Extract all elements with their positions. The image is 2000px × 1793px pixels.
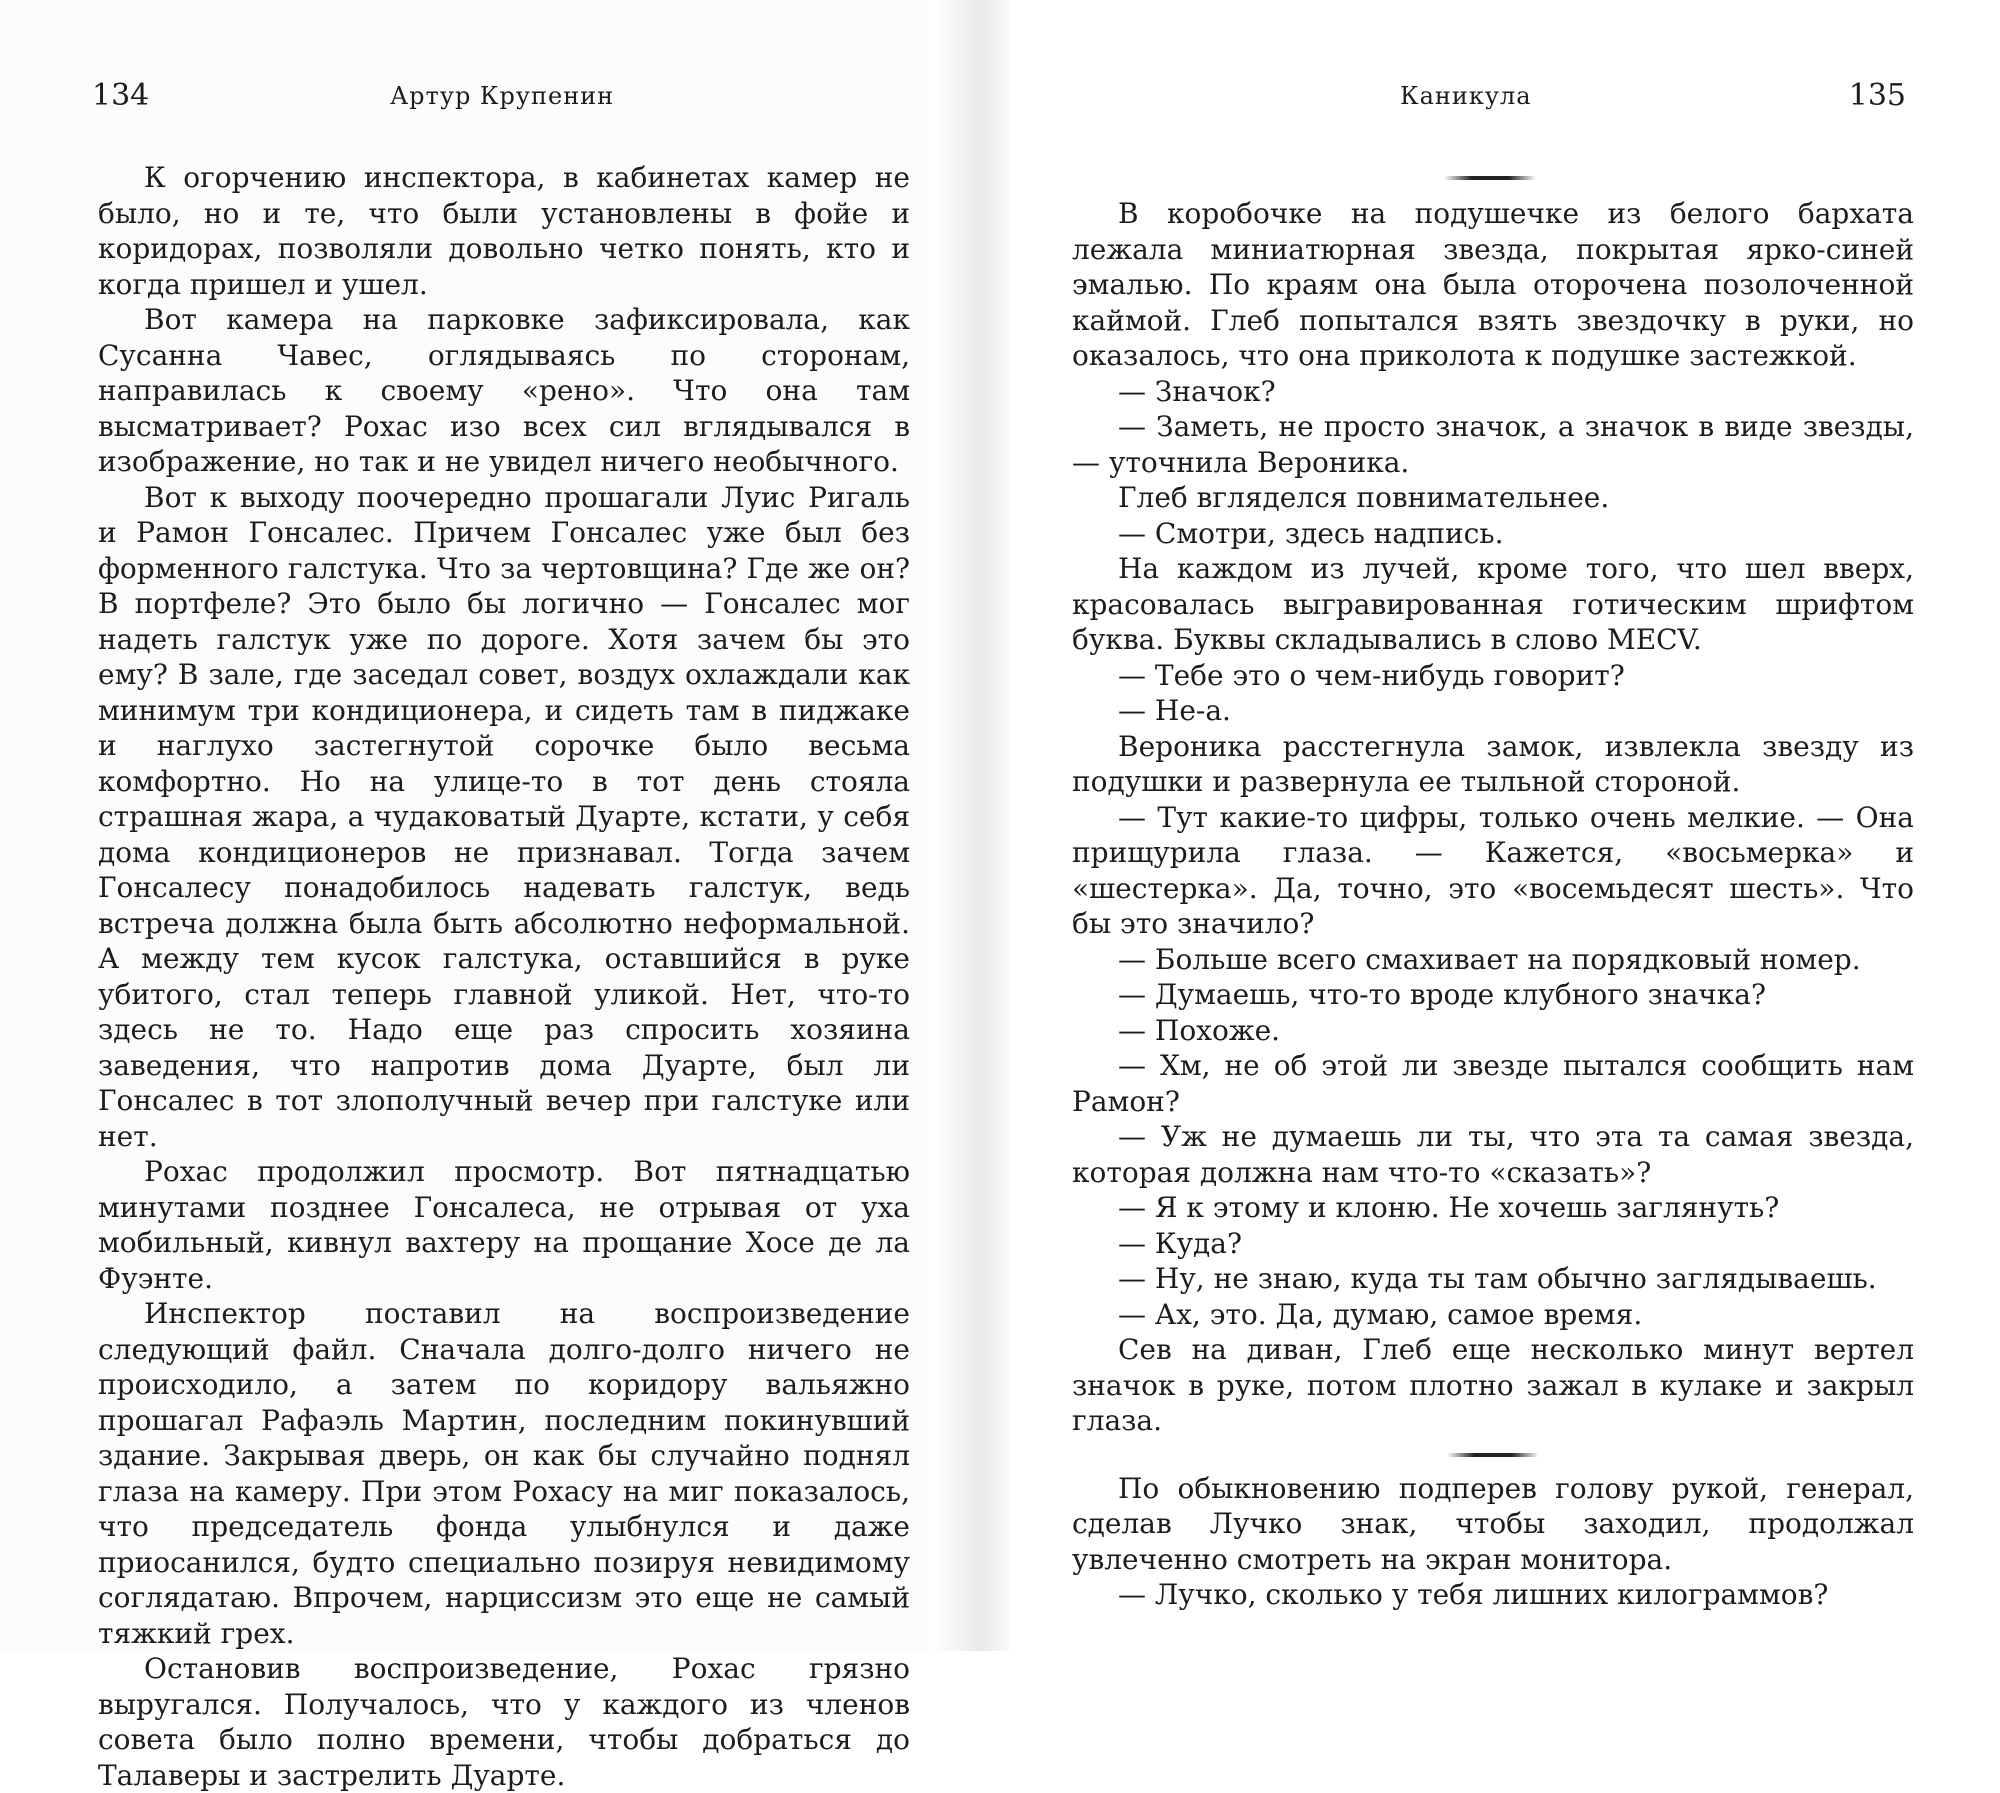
dialogue-line: — Не-а. — [1118, 694, 1231, 727]
dialogue-line: — Больше всего смахивает на порядковый номер. — [1118, 942, 1861, 976]
dialogue-line: — Уж не думаешь ли ты, что эта та самая звезда, которая должна нам что-то «сказать»? — [1072, 1120, 1914, 1189]
dialogue-line: — Тут какие-то цифры, только очень мелкие. — Она прищурила глаза. — Кажется, «восьмерка» и «шестерка». Да, точно, это «восемьдесят шесть». Что бы это значило? — [1072, 800, 1914, 940]
paragraph: Рохас продолжил просмотр. Вот пятнадцатью минутами позднее Гонсалеса, не отрывая от уха мобильный, кивнул вахтеру на прощание Хосе де ла Фуэнте. — [98, 1155, 910, 1295]
running-head-title: Каникула — [1400, 82, 1532, 110]
right-page — [1010, 0, 2000, 1651]
page-number-right: 135 — [1848, 78, 1906, 113]
dialogue-line: — Значок? — [1118, 374, 1276, 408]
dialogue-line: — Ах, это. Да, думаю, самое время. — [1118, 1297, 1643, 1331]
paragraph: Инспектор поставил на воспроизведение следующий файл. Сначала долго-долго ничего не происходило, а затем по коридору вальяжно прошагал Рафаэль Мартин, последним покинувший здание. Закрывая дверь, он как бы случайно поднял глаза на камеру. При этом Рохасу на миг показалось, что председатель фонда улыбнулся и даже приосанился, будто специально позируя невидимому соглядатаю. Впрочем, нарциссизм это еще не самый тяжкий грех. — [98, 1297, 910, 1650]
paragraph: По обыкновению подперев голову рукой, генерал, сделав Лучко знак, чтобы заходил, продолжал увлеченно смотреть на экран монитора. — [1072, 1471, 1914, 1576]
dialogue-line: — Смотри, здесь надпись. — [1118, 516, 1504, 550]
left-page — [0, 0, 958, 1792]
running-head-author: Артур Крупенин — [390, 82, 615, 110]
dialogue-line: — Похоже. — [1118, 1013, 1281, 1047]
right-page-text — [1072, 196, 1914, 1613]
dialogue-line: — Хм, не об этой ли звезде пытался сообщить нам Рамон? — [1072, 1049, 1914, 1118]
paragraph: К огорчению инспектора, в кабинетах камер не было, но и те, что были установлены в фойе и коридорах, позволяли довольно четко понять, кто и когда пришел и ушел. — [98, 161, 910, 301]
dialogue-line: — Я к этому и клоню. Не хочешь заглянуть? — [1118, 1191, 1780, 1224]
section-break-ornament — [1447, 1453, 1539, 1457]
page-number-left: 134 — [92, 78, 150, 113]
dialogue-line: — Лучко, сколько у тебя лишних килограммов? — [1118, 1578, 1829, 1611]
dialogue-line: — Думаешь, что-то вроде клубного значка? — [1118, 978, 1766, 1011]
paragraph: Остановив воспроизведение, Рохас грязно выругался. Получалось, что у каждого из членов совета было полно времени, чтобы добраться до Талаверы и застрелить Дуарте. — [98, 1652, 910, 1792]
section-break-ornament — [1444, 176, 1536, 180]
dialogue-line: — Заметь, не просто значок, а значок в виде звезды, — уточнила Вероника. — [1072, 410, 1914, 479]
paragraph: Сев на диван, Глеб еще несколько минут вертел значок в руке, потом плотно зажал в кулаке и закрыл глаза. — [1072, 1333, 1914, 1437]
paragraph: Вероника расстегнула замок, извлекла звезду из подушки и развернула ее тыльной стороной. — [1072, 729, 1914, 798]
paragraph: На каждом из лучей, кроме того, что шел вверх, красовалась выгравированная готическим шрифтом буква. Буквы складывались в слово MECV. — [1072, 552, 1914, 656]
paragraph: Вот к выходу поочередно прошагали Луис Ригаль и Рамон Гонсалес. Причем Гонсалес уже был без форменного галстука. Что за чертовщина? Где же он? В портфеле? Это было бы логично — Гонсалес мог надеть галстук уже по дороге. Хотя зачем бы это ему? В зале, где заседал совет, воздух охлаждали как минимум три кондиционера, и сидеть там в пиджаке и наглухо застегнутой сорочке было весьма комфортно. Но на улице-то в тот день стояла страшная жара, а чудаковатый Дуарте, кстати, у себя дома кондиционеров не признавал. Тогда зачем Гонсалесу понадобилось надевать галстук, ведь встреча должна была быть абсолютно неформальной. А между тем кусок галстука, оставшийся в руке убитого, стал теперь главной уликой. Нет, что-то здесь не то. Надо еще раз спросить хозяина заведения, что напротив дома Дуарте, был ли Гонсалес в тот злополучный вечер при галстуке или нет. — [98, 480, 910, 1153]
dialogue-line: — Куда? — [1118, 1226, 1242, 1260]
paragraph: Глеб вгляделся повнимательнее. — [1118, 481, 1610, 514]
book-gutter — [930, 0, 1020, 1651]
paragraph: В коробочке на подушечке из белого бархата лежала миниатюрная звезда, покрытая ярко-синей эмалью. По краям она была оторочена позолоченной каймой. Глеб попытался взять звездочку в руки, но оказалось, что она приколота к подушке застежкой. — [1072, 197, 1914, 372]
paragraph: Вот камера на парковке зафиксировала, как Сусанна Чавес, оглядываясь по сторонам, направилась к своему «рено». Что она там высматривает? Рохас изо всех сил вглядывался в изображение, но так и не увидел ничего необычного. — [98, 303, 910, 478]
left-page-text — [98, 160, 910, 1793]
dialogue-line: — Тебе это о чем-нибудь говорит? — [1118, 658, 1625, 692]
dialogue-line: — Ну, не знаю, куда ты там обычно заглядываешь. — [1118, 1262, 1877, 1295]
